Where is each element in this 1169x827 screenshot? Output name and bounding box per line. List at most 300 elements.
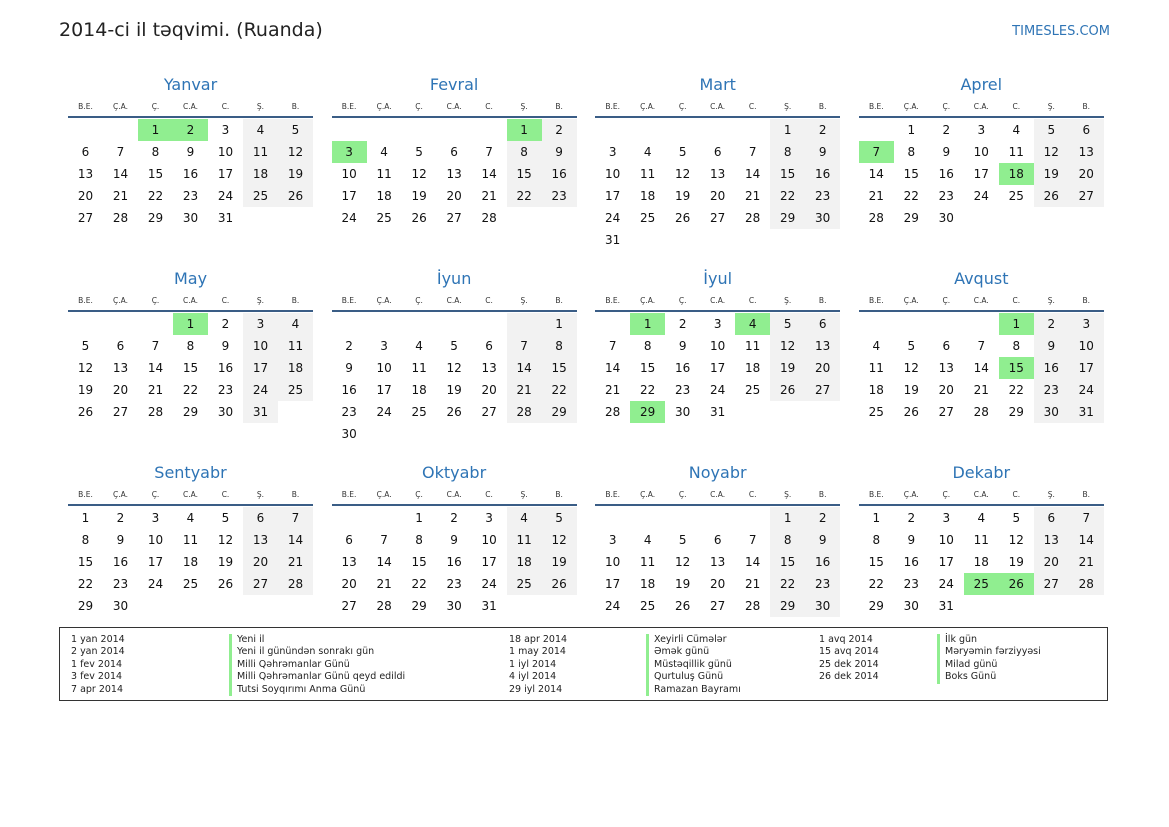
day-cell: 22 <box>182 383 199 397</box>
weekday-label: C. <box>748 102 757 111</box>
day-cell: 6 <box>1069 119 1104 141</box>
day-cell-holiday: 2 <box>173 119 208 141</box>
day-cell: 19 <box>411 189 427 203</box>
day-cell: 18 <box>278 357 313 379</box>
month-block <box>595 266 840 460</box>
day-cell: 8 <box>151 145 160 159</box>
day-cell: 7 <box>608 339 617 353</box>
weekday-label: B. <box>818 490 827 499</box>
weekday-label: Ç.A. <box>903 296 919 305</box>
day-cell: 26 <box>1034 185 1069 207</box>
day-cell: 25 <box>182 577 199 591</box>
day-empty <box>402 119 437 141</box>
days-grid <box>332 313 577 445</box>
day-cell: 11 <box>868 361 884 375</box>
legend-date: 29 iyl 2014 <box>509 683 563 695</box>
legend-holiday-name: Xeyirli Cümələr <box>646 634 741 646</box>
page-title: 2014-ci il təqvimi. (Ruanda) <box>59 19 323 41</box>
day-cell: 11 <box>973 533 989 547</box>
day-cell: 27 <box>1034 573 1069 595</box>
day-cell: 13 <box>341 555 357 569</box>
day-cell: 27 <box>1069 185 1104 207</box>
day-cell: 13 <box>710 167 726 181</box>
month-block <box>68 266 313 460</box>
day-cell: 28 <box>605 405 621 419</box>
month-block <box>859 266 1104 460</box>
day-empty <box>859 313 894 335</box>
day-cell: 12 <box>903 361 919 375</box>
day-cell: 12 <box>675 555 691 569</box>
day-cell: 23 <box>217 383 234 397</box>
weekday-label: Ç.A. <box>640 102 656 111</box>
day-cell: 19 <box>278 163 313 185</box>
day-cell: 2 <box>907 511 916 525</box>
day-cell: 29 <box>770 207 805 229</box>
day-cell: 30 <box>341 427 357 441</box>
day-cell: 22 <box>903 189 919 203</box>
day-cell: 23 <box>805 185 840 207</box>
weekday-label: Ç. <box>415 296 423 305</box>
day-cell: 29 <box>147 211 164 225</box>
day-empty <box>630 119 665 141</box>
day-cell: 18 <box>973 555 989 569</box>
weekday-label: Ş. <box>256 296 265 305</box>
day-cell: 24 <box>341 211 357 225</box>
day-cell: 14 <box>481 167 497 181</box>
day-cell: 17 <box>605 189 621 203</box>
day-cell: 1 <box>770 119 805 141</box>
day-cell: 21 <box>605 383 621 397</box>
day-cell: 22 <box>411 577 427 591</box>
day-cell: 25 <box>507 573 542 595</box>
day-cell: 5 <box>770 313 805 335</box>
day-cell: 17 <box>217 167 234 181</box>
weekday-header <box>859 98 1104 118</box>
day-cell: 18 <box>411 383 427 397</box>
day-cell: 20 <box>805 357 840 379</box>
day-empty <box>332 119 367 141</box>
weekday-label: B.E. <box>868 296 884 305</box>
day-cell: 9 <box>942 145 951 159</box>
day-cell: 7 <box>748 533 757 547</box>
day-cell: 9 <box>116 533 125 547</box>
day-cell: 10 <box>973 145 989 159</box>
day-cell: 30 <box>182 211 199 225</box>
site-link[interactable]: TIMESLES.COM <box>1012 24 1110 39</box>
weekday-label: C.A. <box>973 102 989 111</box>
day-cell: 16 <box>938 167 954 181</box>
weekday-label: C. <box>221 296 230 305</box>
day-cell: 29 <box>770 595 805 617</box>
day-cell: 10 <box>243 335 278 357</box>
day-cell: 14 <box>376 555 392 569</box>
day-cell: 17 <box>147 555 164 569</box>
day-cell: 31 <box>938 599 954 613</box>
day-cell: 6 <box>450 145 458 159</box>
weekday-label: Ç. <box>415 102 423 111</box>
day-cell: 13 <box>77 167 94 181</box>
weekday-label: Ç.A. <box>640 490 656 499</box>
day-cell-holiday: 1 <box>173 313 208 335</box>
day-cell: 13 <box>805 335 840 357</box>
weekday-label: Ç. <box>678 102 687 111</box>
day-cell: 5 <box>221 511 230 525</box>
day-cell-holiday: 1 <box>507 119 542 141</box>
day-cell: 9 <box>805 529 840 551</box>
weekday-label: C.A. <box>446 490 462 499</box>
day-cell: 10 <box>147 533 164 547</box>
legend-holiday-name: Müstəqillik günü <box>646 659 741 671</box>
weekday-label: B. <box>291 296 300 305</box>
legend-holiday-name: Tutsi Soyqırımı Anma Günü <box>229 684 405 696</box>
weekday-header <box>332 98 577 118</box>
weekday-label: B.E. <box>78 296 93 305</box>
days-grid <box>859 313 1104 423</box>
day-cell: 21 <box>868 189 884 203</box>
legend-date-column <box>509 634 567 696</box>
day-cell-holiday: 25 <box>964 573 999 595</box>
day-cell: 22 <box>1008 383 1024 397</box>
day-cell: 5 <box>450 339 458 353</box>
day-cell: 22 <box>507 185 542 207</box>
day-cell: 20 <box>1069 163 1104 185</box>
day-cell: 6 <box>713 145 722 159</box>
weekday-label: Ç.A. <box>112 296 128 305</box>
days-grid <box>68 313 313 423</box>
day-cell: 15 <box>411 555 427 569</box>
weekday-label: Ç. <box>942 490 951 499</box>
day-cell: 21 <box>278 551 313 573</box>
weekday-label: C. <box>748 490 757 499</box>
weekday-label: Ş. <box>1047 490 1055 499</box>
legend-name-column <box>937 634 1041 684</box>
day-cell: 24 <box>217 189 234 203</box>
weekday-label: B. <box>1082 296 1091 305</box>
day-empty <box>437 313 472 335</box>
weekday-label: Ç.A. <box>112 490 128 499</box>
day-cell: 17 <box>376 383 392 397</box>
legend-holiday-name: Yeni il günündən sonrakı gün <box>229 646 405 658</box>
day-cell: 12 <box>770 335 805 357</box>
days-grid <box>332 507 577 617</box>
day-cell: 27 <box>243 573 278 595</box>
weekday-label: B. <box>291 490 300 499</box>
day-cell: 3 <box>977 123 986 137</box>
day-cell: 8 <box>872 533 881 547</box>
legend-holiday-name: İlk gün <box>937 634 1041 646</box>
day-cell: 22 <box>542 379 577 401</box>
day-cell: 3 <box>608 145 617 159</box>
holiday-legend <box>59 627 1108 701</box>
day-cell: 20 <box>710 189 726 203</box>
day-cell: 22 <box>147 189 164 203</box>
day-cell: 9 <box>1034 335 1069 357</box>
day-cell: 14 <box>278 529 313 551</box>
day-cell: 7 <box>507 335 542 357</box>
day-empty <box>103 313 138 335</box>
day-cell: 30 <box>1034 401 1069 423</box>
legend-date: 1 fev 2014 <box>71 658 123 670</box>
month-block <box>859 72 1104 266</box>
weekday-label: Ş. <box>784 296 792 305</box>
day-cell: 19 <box>542 551 577 573</box>
day-cell: 15 <box>182 361 199 375</box>
day-cell: 16 <box>1034 357 1069 379</box>
weekday-label: Ç.A. <box>640 296 656 305</box>
day-cell: 12 <box>1034 141 1069 163</box>
day-cell: 10 <box>1069 335 1104 357</box>
day-cell: 18 <box>745 361 761 375</box>
day-cell: 5 <box>1012 511 1021 525</box>
day-cell-holiday: 26 <box>999 573 1034 595</box>
day-cell: 19 <box>217 555 234 569</box>
day-cell: 28 <box>147 405 164 419</box>
day-cell: 16 <box>217 361 234 375</box>
day-cell: 10 <box>481 533 497 547</box>
legend-date: 7 apr 2014 <box>71 683 124 695</box>
day-cell: 27 <box>341 599 357 613</box>
day-cell: 28 <box>745 211 761 225</box>
day-cell: 28 <box>376 599 392 613</box>
month-name: Yanvar <box>163 75 218 94</box>
day-cell: 3 <box>713 317 722 331</box>
day-cell: 27 <box>938 405 954 419</box>
day-cell: 2 <box>1034 313 1069 335</box>
day-cell: 23 <box>182 189 199 203</box>
day-cell: 13 <box>481 361 497 375</box>
legend-holiday-name: Yeni il <box>229 634 405 646</box>
day-cell: 5 <box>542 507 577 529</box>
legend-holiday-name: Ramazan Bayramı <box>646 684 741 696</box>
day-cell: 9 <box>805 141 840 163</box>
day-cell: 5 <box>415 145 423 159</box>
day-cell: 11 <box>745 339 761 353</box>
day-cell: 12 <box>446 361 462 375</box>
day-cell: 2 <box>942 123 951 137</box>
weekday-label: Ç. <box>942 102 951 111</box>
day-empty <box>630 507 665 529</box>
legend-date: 1 iyl 2014 <box>509 658 557 670</box>
day-cell: 16 <box>112 555 129 569</box>
weekday-label: C. <box>1012 102 1021 111</box>
day-cell: 25 <box>868 405 884 419</box>
weekday-label: Ç. <box>151 102 160 111</box>
day-cell: 30 <box>446 599 462 613</box>
day-cell: 20 <box>77 189 94 203</box>
day-cell: 6 <box>942 339 951 353</box>
day-empty <box>507 313 542 335</box>
weekday-label: Ç. <box>678 296 687 305</box>
day-cell: 7 <box>151 339 160 353</box>
weekday-label: B.E. <box>868 490 884 499</box>
day-empty <box>595 119 630 141</box>
weekday-label: C.A. <box>182 296 198 305</box>
months-grid <box>68 72 1102 654</box>
day-cell: 18 <box>182 555 199 569</box>
day-cell: 27 <box>710 211 726 225</box>
day-cell: 11 <box>640 555 656 569</box>
day-cell: 17 <box>973 167 989 181</box>
legend-holiday-name: Milad günü <box>937 659 1041 671</box>
day-cell: 15 <box>770 163 805 185</box>
weekday-label: B. <box>555 296 563 305</box>
day-cell: 19 <box>446 383 462 397</box>
weekday-label: B. <box>1082 490 1091 499</box>
weekday-label: Ç.A. <box>903 490 919 499</box>
weekday-header <box>332 292 577 312</box>
day-cell: 20 <box>481 383 497 397</box>
day-empty <box>665 119 700 141</box>
day-cell: 18 <box>868 383 884 397</box>
day-cell: 11 <box>376 167 392 181</box>
day-cell: 30 <box>938 211 954 225</box>
day-empty <box>367 119 402 141</box>
day-cell: 29 <box>903 211 919 225</box>
day-cell: 1 <box>81 511 90 525</box>
days-grid <box>859 119 1104 229</box>
day-cell: 21 <box>112 189 129 203</box>
day-cell: 17 <box>481 555 497 569</box>
day-cell: 5 <box>81 339 90 353</box>
day-cell: 8 <box>186 339 195 353</box>
day-cell: 8 <box>1012 339 1021 353</box>
legend-date: 3 fev 2014 <box>71 671 123 683</box>
day-cell: 10 <box>938 533 954 547</box>
day-cell: 22 <box>868 577 884 591</box>
day-cell: 26 <box>278 185 313 207</box>
day-cell: 2 <box>345 339 353 353</box>
day-cell: 26 <box>770 379 805 401</box>
legend-date: 26 dek 2014 <box>819 671 879 683</box>
day-empty <box>367 507 402 529</box>
day-cell-holiday: 18 <box>999 163 1034 185</box>
day-cell: 3 <box>608 533 617 547</box>
day-cell: 2 <box>805 507 840 529</box>
day-cell: 23 <box>675 383 691 397</box>
day-cell: 24 <box>605 211 621 225</box>
weekday-label: Ç.A. <box>903 102 919 111</box>
day-cell: 27 <box>710 599 726 613</box>
day-empty <box>700 119 735 141</box>
month-name: Mart <box>699 75 736 94</box>
day-cell: 13 <box>938 361 954 375</box>
day-cell: 1 <box>770 507 805 529</box>
day-cell: 13 <box>243 529 278 551</box>
day-cell: 27 <box>446 211 462 225</box>
month-name: Oktyabr <box>422 463 487 482</box>
day-cell: 11 <box>640 167 656 181</box>
day-cell: 23 <box>446 577 462 591</box>
weekday-label: C.A. <box>710 490 726 499</box>
day-cell: 24 <box>605 599 621 613</box>
day-empty <box>894 313 929 335</box>
day-cell: 31 <box>217 211 234 225</box>
day-cell-holiday: 15 <box>999 357 1034 379</box>
day-cell: 9 <box>221 339 230 353</box>
day-cell: 25 <box>411 405 427 419</box>
day-cell: 25 <box>640 599 656 613</box>
day-cell: 11 <box>507 529 542 551</box>
day-cell: 6 <box>81 145 90 159</box>
weekday-label: C.A. <box>182 490 198 499</box>
day-cell: 21 <box>745 189 761 203</box>
day-cell: 28 <box>112 211 129 225</box>
day-cell: 23 <box>341 405 357 419</box>
day-cell: 23 <box>1034 379 1069 401</box>
day-cell: 25 <box>243 185 278 207</box>
day-cell: 13 <box>1069 141 1104 163</box>
day-cell: 29 <box>1008 405 1024 419</box>
day-empty <box>595 507 630 529</box>
day-cell: 15 <box>542 357 577 379</box>
day-cell: 9 <box>450 533 458 547</box>
day-cell-holiday: 1 <box>630 313 665 335</box>
weekday-label: B.E. <box>78 490 93 499</box>
day-cell: 26 <box>217 577 234 591</box>
day-cell: 4 <box>507 507 542 529</box>
day-cell: 9 <box>345 361 353 375</box>
day-cell: 18 <box>507 551 542 573</box>
day-cell: 12 <box>77 361 94 375</box>
day-cell: 9 <box>678 339 687 353</box>
day-cell: 31 <box>605 233 621 247</box>
day-cell: 23 <box>805 573 840 595</box>
day-empty <box>437 119 472 141</box>
day-cell: 17 <box>938 555 954 569</box>
weekday-header <box>859 486 1104 506</box>
day-cell: 27 <box>77 211 94 225</box>
day-cell: 10 <box>605 555 621 569</box>
day-cell: 29 <box>411 599 427 613</box>
day-cell: 3 <box>151 511 160 525</box>
weekday-label: B.E. <box>341 102 357 111</box>
day-cell: 1 <box>415 511 423 525</box>
day-cell-holiday: 7 <box>859 141 894 163</box>
weekday-label: C.A. <box>710 102 726 111</box>
weekday-label: B. <box>555 102 563 111</box>
day-cell: 19 <box>675 577 691 591</box>
days-grid <box>595 119 840 251</box>
weekday-label: Ş. <box>520 102 528 111</box>
weekday-label: Ç. <box>942 296 951 305</box>
day-cell: 5 <box>678 145 687 159</box>
month-block <box>595 460 840 654</box>
day-cell: 23 <box>542 185 577 207</box>
weekday-label: B.E. <box>78 102 93 111</box>
day-cell: 6 <box>243 507 278 529</box>
day-cell: 25 <box>376 211 392 225</box>
day-cell: 23 <box>938 189 954 203</box>
day-cell: 8 <box>643 339 652 353</box>
day-cell: 5 <box>278 119 313 141</box>
day-empty <box>665 507 700 529</box>
legend-holiday-name: Məryəmin fərziyyəsi <box>937 646 1041 658</box>
day-cell: 8 <box>81 533 90 547</box>
day-cell: 10 <box>341 167 357 181</box>
day-cell: 21 <box>507 379 542 401</box>
day-cell: 19 <box>77 383 94 397</box>
day-cell: 4 <box>186 511 195 525</box>
month-name: Aprel <box>960 75 1003 94</box>
day-cell-holiday: 3 <box>332 141 367 163</box>
days-grid <box>595 313 840 423</box>
day-cell: 21 <box>147 383 164 397</box>
day-cell: 12 <box>411 167 427 181</box>
weekday-label: Ş. <box>520 296 528 305</box>
day-cell: 8 <box>507 141 542 163</box>
legend-date-column <box>71 634 125 696</box>
day-cell: 22 <box>770 185 805 207</box>
